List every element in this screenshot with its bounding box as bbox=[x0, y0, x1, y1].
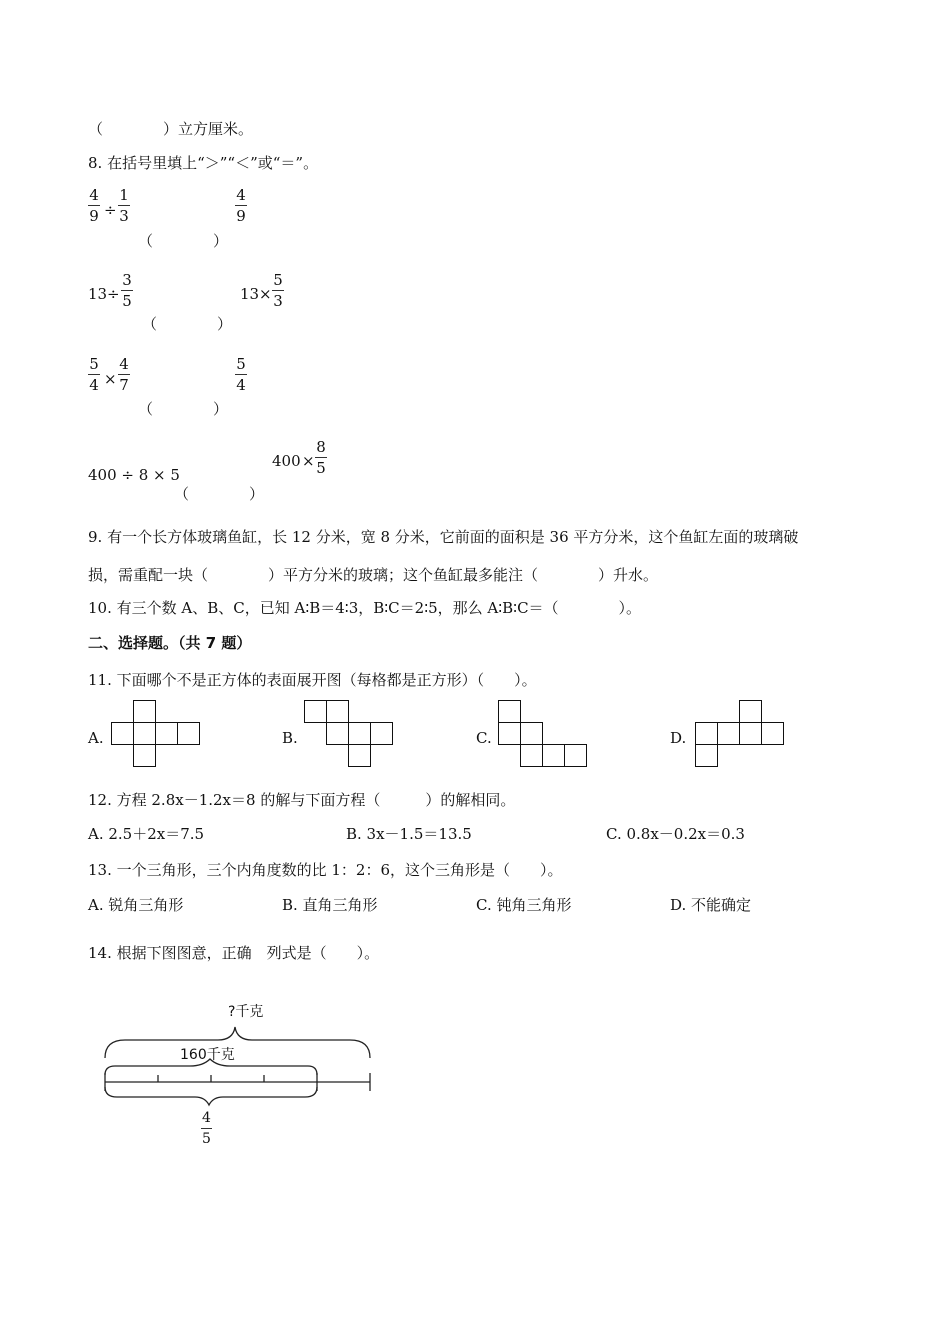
q9-line2: 损，需重配一块（ ）平方分米的玻璃；这个鱼缸最多能注（ ）升水。 bbox=[88, 566, 659, 584]
option-label[interactable]: C. bbox=[476, 729, 492, 747]
denominator: 4 bbox=[236, 376, 246, 394]
denominator: 3 bbox=[119, 207, 129, 225]
q14-stem: 14. 根据下图图意，正确 列式是（ ）。 bbox=[88, 944, 380, 962]
answer-blank[interactable]: （ ） bbox=[138, 232, 229, 250]
option-d[interactable]: D. 不能确定 bbox=[670, 896, 752, 914]
denominator: 9 bbox=[236, 207, 246, 225]
operator: × bbox=[302, 452, 315, 470]
q10-stem: 10. 有三个数 A、B、C，已知 A∶B＝4∶3，B∶C＝2∶5，那么 A∶B∶C＝（ ）。 bbox=[88, 599, 642, 617]
q12-stem: 12. 方程 2.8x－1.2x＝8 的解与下面方程（ ）的解相同。 bbox=[88, 791, 516, 809]
fraction bbox=[121, 271, 133, 310]
expression: 400 ÷ 8 × 5 bbox=[88, 466, 180, 484]
operator: ÷ bbox=[107, 285, 120, 303]
denominator: 3 bbox=[273, 292, 283, 310]
operator: × bbox=[259, 285, 272, 303]
option-a[interactable]: A. 2.5＋2x＝7.5 bbox=[88, 825, 205, 843]
answer-blank[interactable]: （ ） bbox=[174, 485, 265, 503]
numerator: 4 bbox=[202, 1110, 211, 1126]
operator: ÷ bbox=[104, 201, 117, 219]
numerator: 4 bbox=[236, 186, 246, 204]
denominator: 4 bbox=[89, 376, 99, 394]
option-label[interactable]: B. bbox=[282, 729, 298, 747]
fraction bbox=[88, 186, 100, 225]
numerator: 3 bbox=[122, 271, 132, 289]
fraction bbox=[315, 438, 327, 477]
fraction bbox=[118, 186, 130, 225]
numerator: 5 bbox=[236, 355, 246, 373]
fraction bbox=[272, 271, 284, 310]
option-b[interactable]: B. 直角三角形 bbox=[282, 896, 378, 914]
q13-stem: 13. 一个三角形，三个内角度数的比 1：2：6，这个三角形是（ ）。 bbox=[88, 861, 563, 879]
option-label[interactable]: D. bbox=[670, 729, 687, 747]
q7-tail: （ ）立方厘米。 bbox=[88, 120, 254, 138]
q9-line1: 9. 有一个长方体玻璃鱼缸，长 12 分米，宽 8 分米，它前面的面积是 36 平方分米，这个鱼缸左面的玻璃破 bbox=[88, 528, 799, 546]
q11-stem: 11. 下面哪个不是正方体的表面展开图（每格都是正方形）（ ）。 bbox=[88, 671, 537, 689]
fraction-label bbox=[201, 1109, 212, 1148]
denominator: 5 bbox=[122, 292, 132, 310]
integer: 13 bbox=[88, 285, 108, 303]
denominator: 5 bbox=[316, 459, 326, 477]
integer: 13 bbox=[240, 285, 260, 303]
diagram-lines bbox=[95, 1015, 380, 1110]
denominator: 7 bbox=[119, 376, 129, 394]
part-label: 160千克 bbox=[180, 1047, 235, 1063]
numerator: 4 bbox=[119, 355, 129, 373]
fraction bbox=[235, 186, 247, 225]
denominator: 5 bbox=[202, 1131, 211, 1147]
q8-stem: 8. 在括号里填上“＞”“＜”或“＝”。 bbox=[88, 154, 319, 172]
numerator: 5 bbox=[89, 355, 99, 373]
numerator: 5 bbox=[273, 271, 283, 289]
integer: 400 bbox=[272, 452, 301, 470]
fraction bbox=[118, 355, 130, 394]
section-title: 二、选择题。（共 7 题） bbox=[88, 634, 252, 652]
answer-blank[interactable]: （ ） bbox=[142, 315, 233, 333]
numerator: 4 bbox=[89, 186, 99, 204]
numerator: 8 bbox=[316, 438, 326, 456]
total-label: ?千克 bbox=[228, 1004, 264, 1020]
numerator: 1 bbox=[119, 186, 129, 204]
option-c[interactable]: C. 0.8x－0.2x＝0.3 bbox=[606, 825, 745, 843]
option-a[interactable]: A. 锐角三角形 bbox=[88, 896, 184, 914]
operator: × bbox=[104, 370, 117, 388]
fraction bbox=[88, 355, 100, 394]
option-b[interactable]: B. 3x－1.5＝13.5 bbox=[346, 825, 472, 843]
option-label[interactable]: A. bbox=[88, 729, 104, 747]
fraction bbox=[235, 355, 247, 394]
answer-blank[interactable]: （ ） bbox=[138, 400, 229, 418]
option-c[interactable]: C. 钝角三角形 bbox=[476, 896, 572, 914]
denominator: 9 bbox=[89, 207, 99, 225]
